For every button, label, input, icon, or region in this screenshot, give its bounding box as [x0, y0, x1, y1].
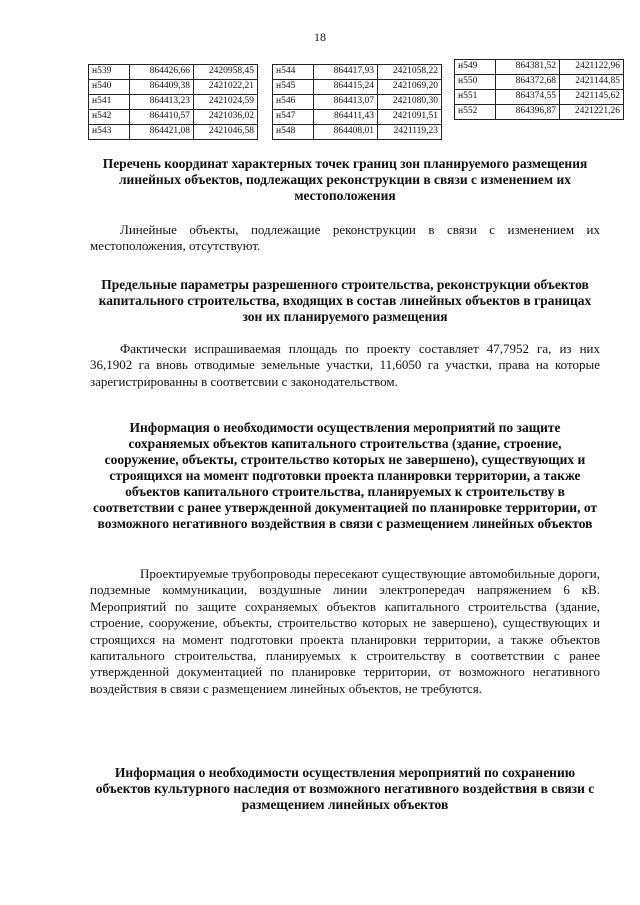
point-id-cell: н543 — [89, 125, 130, 140]
point-id-cell: н542 — [89, 110, 130, 125]
point-id-cell: н550 — [455, 75, 496, 90]
x-coordinate-cell: 864396,87 — [496, 105, 560, 120]
table-row — [273, 65, 442, 80]
point-id-cell: н544 — [273, 65, 314, 80]
x-coordinate-cell: 864413,07 — [314, 95, 378, 110]
coordinates-table-1 — [88, 64, 258, 140]
point-id-cell: н546 — [273, 95, 314, 110]
section-heading-protection-measures: Информация о необходимости осуществления мероприятий по защите сохраняемых объектов капитального строительства (здание, строение, сооружение, объекты, строительство которых не завершено), существующих и строящихся на момент подготовки проекта планировки территории, а также объектов капитального строительства, планируемых к строительству в соответствии с ранее утвержденной документацией по планировке территории, от возможного негативного воздействия в связи с размещением линейных объектов — [92, 420, 598, 531]
table-row — [89, 125, 258, 140]
table-row — [89, 80, 258, 95]
page-number: 18 — [314, 30, 326, 44]
y-coordinate-cell: 2421058,22 — [378, 65, 442, 80]
table-row — [89, 65, 258, 80]
table-row — [455, 105, 624, 120]
x-coordinate-cell: 864381,52 — [496, 60, 560, 75]
y-coordinate-cell: 2421091,51 — [378, 110, 442, 125]
x-coordinate-cell: 864408,01 — [314, 125, 378, 140]
paragraph-linear-objects — [90, 222, 600, 255]
paragraph-protection — [90, 566, 600, 697]
x-coordinate-cell: 864417,93 — [314, 65, 378, 80]
y-coordinate-cell: 2421036,02 — [194, 110, 258, 125]
table-row — [455, 60, 624, 75]
y-coordinate-cell: 2421145,62 — [560, 90, 624, 105]
point-id-cell: н548 — [273, 125, 314, 140]
x-coordinate-cell: 864413,23 — [130, 95, 194, 110]
paragraph-text: Линейные объекты, подлежащие реконструкции в связи с изменением их местоположения, отсутствуют. — [90, 222, 600, 254]
x-coordinate-cell: 864421,08 — [130, 125, 194, 140]
point-id-cell: н539 — [89, 65, 130, 80]
paragraph-text: Фактически испрашиваемая площадь по проекту составляет 47,7952 га, из них 36,1902 га вновь отводимые земельные участки, 11,6050 га участки, права на которые зарегистрированны в соответсвии с законодательством. — [90, 341, 600, 389]
y-coordinate-cell: 2421122,96 — [560, 60, 624, 75]
y-coordinate-cell: 2421080,30 — [378, 95, 442, 110]
table-row — [273, 80, 442, 95]
x-coordinate-cell: 864410,57 — [130, 110, 194, 125]
section-heading-parameters: Предельные параметры разрешенного строительства, реконструкции объектов капитального строительства, входящих в состав линейных объектов в границах зон их планируемого размещения — [98, 277, 592, 324]
point-id-cell: н545 — [273, 80, 314, 95]
y-coordinate-cell: 2421069,20 — [378, 80, 442, 95]
point-id-cell: н540 — [89, 80, 130, 95]
x-coordinate-cell: 864409,38 — [130, 80, 194, 95]
paragraph-area — [90, 341, 600, 390]
table-row — [89, 110, 258, 125]
x-coordinate-cell: 864374,55 — [496, 90, 560, 105]
x-coordinate-cell: 864372,68 — [496, 75, 560, 90]
table-row — [89, 95, 258, 110]
y-coordinate-cell: 2421119,23 — [378, 125, 442, 140]
x-coordinate-cell: 864411,43 — [314, 110, 378, 125]
table-row — [273, 95, 442, 110]
coordinates-table-2 — [272, 64, 442, 140]
point-id-cell: н547 — [273, 110, 314, 125]
x-coordinate-cell: 864426,66 — [130, 65, 194, 80]
table-row — [273, 125, 442, 140]
y-coordinate-cell: 2421046,58 — [194, 125, 258, 140]
section-heading-coordinates: Перечень координат характерных точек границ зон планируемого размещения линейных объектов, подлежащих реконструкции в связи с изменением их местоположения — [102, 156, 588, 203]
y-coordinate-cell: 2421144,85 — [560, 75, 624, 90]
point-id-cell: н549 — [455, 60, 496, 75]
section-heading-cultural-heritage: Информация о необходимости осуществления мероприятий по сохранению объектов культурного наследия от возможного негативного воздействия в связи с размещением линейных объектов — [95, 765, 595, 812]
table-row — [455, 90, 624, 105]
y-coordinate-cell: 2421024,59 — [194, 95, 258, 110]
y-coordinate-cell: 2421221,26 — [560, 105, 624, 120]
y-coordinate-cell: 2420958,45 — [194, 65, 258, 80]
point-id-cell: н552 — [455, 105, 496, 120]
y-coordinate-cell: 2421022,21 — [194, 80, 258, 95]
table-row — [273, 110, 442, 125]
point-id-cell: н551 — [455, 90, 496, 105]
x-coordinate-cell: 864415,24 — [314, 80, 378, 95]
table-row — [455, 75, 624, 90]
coordinates-table-3 — [454, 59, 624, 120]
point-id-cell: н541 — [89, 95, 130, 110]
paragraph-text: Проектируемые трубопроводы пересекают существующие автомобильные дороги, подземные коммуникации, воздушные линии электропередач напряжением 6 кВ. Мероприятий по защите сохраняемых объектов капитального строительства (здание, строение, сооружение, объекты, строительство которых не завершено), существующих и строящихся на момент подготовки проекта планировки территории, а также объектов капитального строительства, планируемых к строительству в соответствии с ранее утвержденной документацией по планировке территории, от возможного негативного воздействия в связи с размещением линейных объектов, не требуются. — [90, 566, 600, 696]
